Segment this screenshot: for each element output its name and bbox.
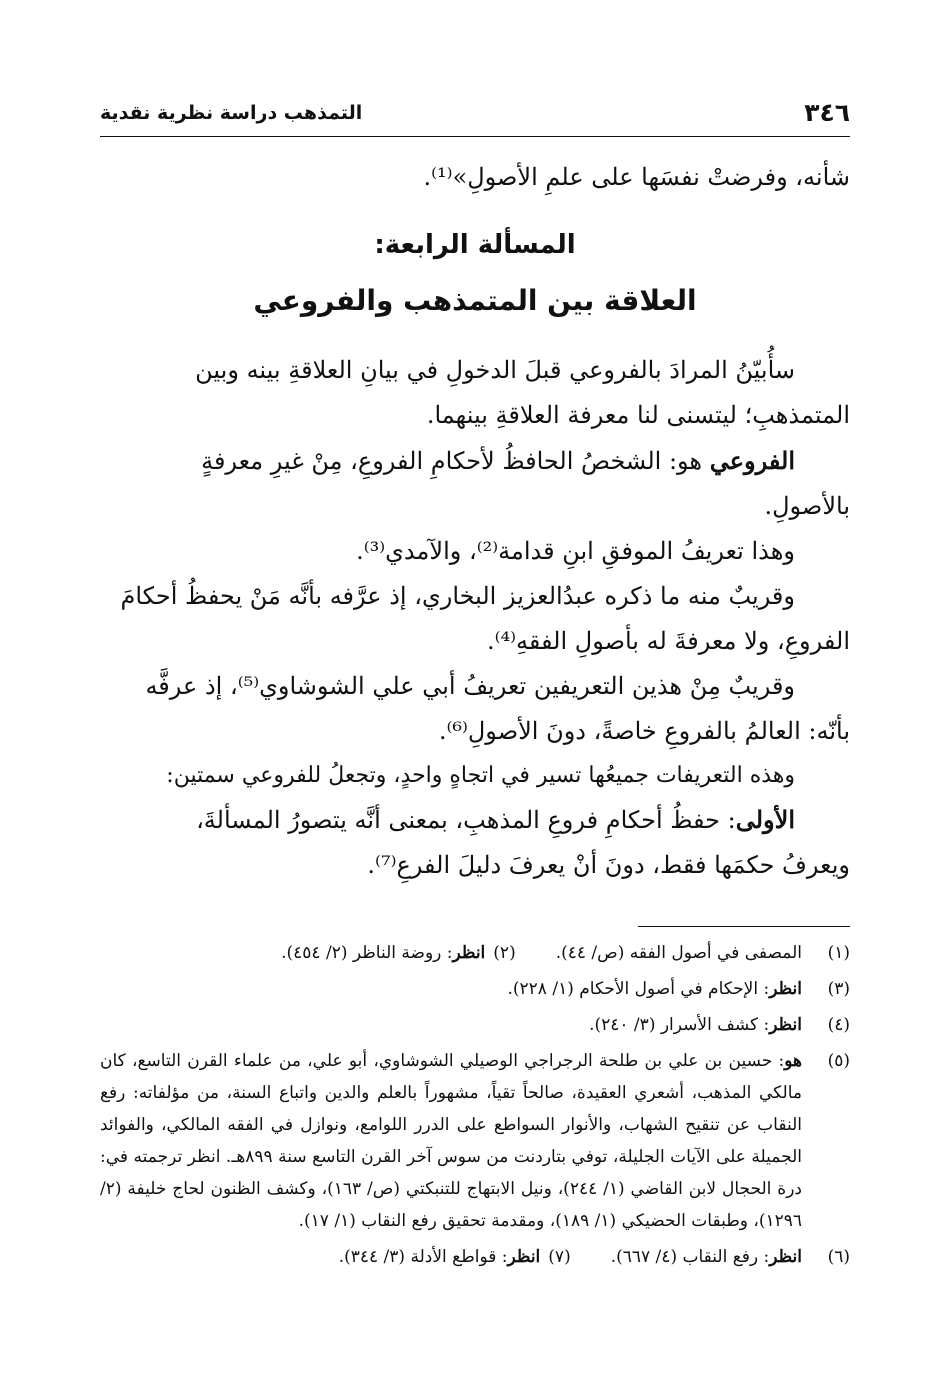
intro-line: شأنه، وفرضتْ نفسَها على علمِ الأصولِ»⁽¹⁾. [423,163,850,191]
section-title-heading: العلاقة بين المتمذهب والفروعي [253,284,697,317]
text-line [100,797,850,843]
footnote-number: (٦) [827,1247,850,1267]
text-line: وهذا تعريفُ الموفقِ ابنِ قدامة⁽²⁾، والآمدي⁽³⁾. [356,537,795,565]
page-number: ٣٤٦ [804,98,850,127]
page-header [100,96,850,137]
footnote-number: (١) [827,943,850,963]
footnote-body: : حسين بن علي بن طلحة الرجراجي الوصيلي الشوشاوي، أبو علي، من علماء القرن التاسع، كان مالكي المذهب، أشعري العقيدة، صالحاً تقياً، مشهوراً بالعلم والدين واتباع السنة، من مؤلفاته: رفع النقاب عن تنقيح الشهاب، والأنوار السواطع على الدرر اللوامع، ونوازل في الفقه المالكي، والفوائد الجميلة على الآيات الجليلة، توفي بتاردنت من سوس آخر القرن التاسع سنة ٨٩٩هـ. انظر ترجمته في: درة الحجال لابن القاضي (١/ ٢٤٤)، ونيل الابتهاج للتنبكتي (ص/ ١٦٣)، وكشف الظنون لحاج خليفة (٢/ ١٢٩٦)، وطبقات الحضيكي (١/ ١٨٩)، ومقدمة تحقيق رفع النقاب (١/ ١٧). [100,1051,802,1231]
paragraph [100,664,850,754]
section-number-heading: المسألة الرابعة: [374,230,576,260]
footnote-number: (٧) [548,1247,571,1267]
footnote-body: المصفى في أصول الفقه (ص/ ٤٤). [555,943,802,963]
footnote [100,937,850,969]
footnote-text [100,1241,802,1273]
main-text [100,348,850,888]
text-run: هو: الشخصُ الحافظُ لأحكامِ الفروعِ، مِنْ غيرِ معرفةٍ [201,447,710,475]
footnote-separator [638,926,850,927]
footnote-number: (٤) [827,1015,850,1035]
text-line: وقريبٌ منه ما ذكره عبدُالعزيز البخاري، إذ عرَّفه بأنَّه مَنْ يحفظُ أحكامَ [120,582,795,610]
footnote-text [100,1009,802,1041]
footnote-body: : روضة الناظر (٢/ ٤٥٤). [281,943,453,963]
footnote-number: (٥) [827,1051,850,1071]
defined-term: الأولى [735,805,795,834]
intro-paragraph [100,155,850,200]
footnote-keyword: انظر [769,979,802,999]
paragraph [100,797,850,888]
footnote [100,973,850,1005]
text-line: بأنّه: العالمُ بالفروعِ خاصةً، دونَ الأصولِ⁽⁶⁾. [438,717,850,745]
defined-term: الفروعي [709,446,795,475]
footnote [100,1045,850,1237]
text-line: بالأصولِ. [764,492,850,520]
footnote-text [100,1045,802,1237]
paragraph [100,574,850,664]
footnote-keyword: انظر [507,1247,541,1267]
paragraph [100,348,850,438]
footnote-keyword: انظر [769,1015,802,1035]
footnote-body: : الإحكام في أصول الأحكام (١/ ٢٢٨). [507,979,770,999]
footnote-body: : رفع النقاب (٤/ ٦٦٧). [610,1247,770,1267]
paragraph [100,754,850,797]
footnote-keyword: انظر [452,943,486,963]
paragraph [100,438,850,529]
footnotes [100,937,850,1277]
running-title: التمذهب دراسة نظرية نقدية [100,102,363,124]
footnote-text [100,973,802,1005]
footnote [100,1241,850,1273]
footnote-keyword: انظر [769,1247,802,1267]
footnote-number: (٣) [827,979,850,999]
paragraph [100,529,850,574]
text-run: : حفظُ أحكامِ فروعِ المذهبِ، بمعنى أنَّه يتصورُ المسألةَ، [196,806,736,834]
text-line: ويعرفُ حكمَها فقط، دونَ أنْ يعرفَ دليلَ الفرعِ⁽⁷⁾. [367,851,850,879]
footnote-body: : قواطع الأدلة (٣/ ٣٤٤). [338,1247,508,1267]
text-line [100,438,850,484]
text-line: وقريبٌ مِنْ هذين التعريفين تعريفُ أبي علي الشوشاوي⁽⁵⁾، إذ عرفَّه [145,672,795,700]
footnote [100,1009,850,1041]
text-line: المتمذهبِ؛ ليتسنى لنا معرفة العلاقةِ بينهما. [426,401,850,429]
footnote-body: : كشف الأسرار (٣/ ٢٤٠). [589,1015,770,1035]
footnote-number: (٢) [493,943,516,963]
text-line: الفروعِ، ولا معرفةَ له بأصولِ الفقهِ⁽⁴⁾. [486,627,850,655]
footnote-text [100,937,802,969]
text-line: وهذه التعريفات جميعُها تسير في اتجاهٍ واحدٍ، وتجعلُ للفروعي سمتين: [166,763,795,788]
text-line: سأُبيّنُ المرادَ بالفروعي قبلَ الدخولِ في بيانِ العلاقةِ بينه وبين [195,356,795,384]
footnote-keyword: هو [784,1051,802,1071]
